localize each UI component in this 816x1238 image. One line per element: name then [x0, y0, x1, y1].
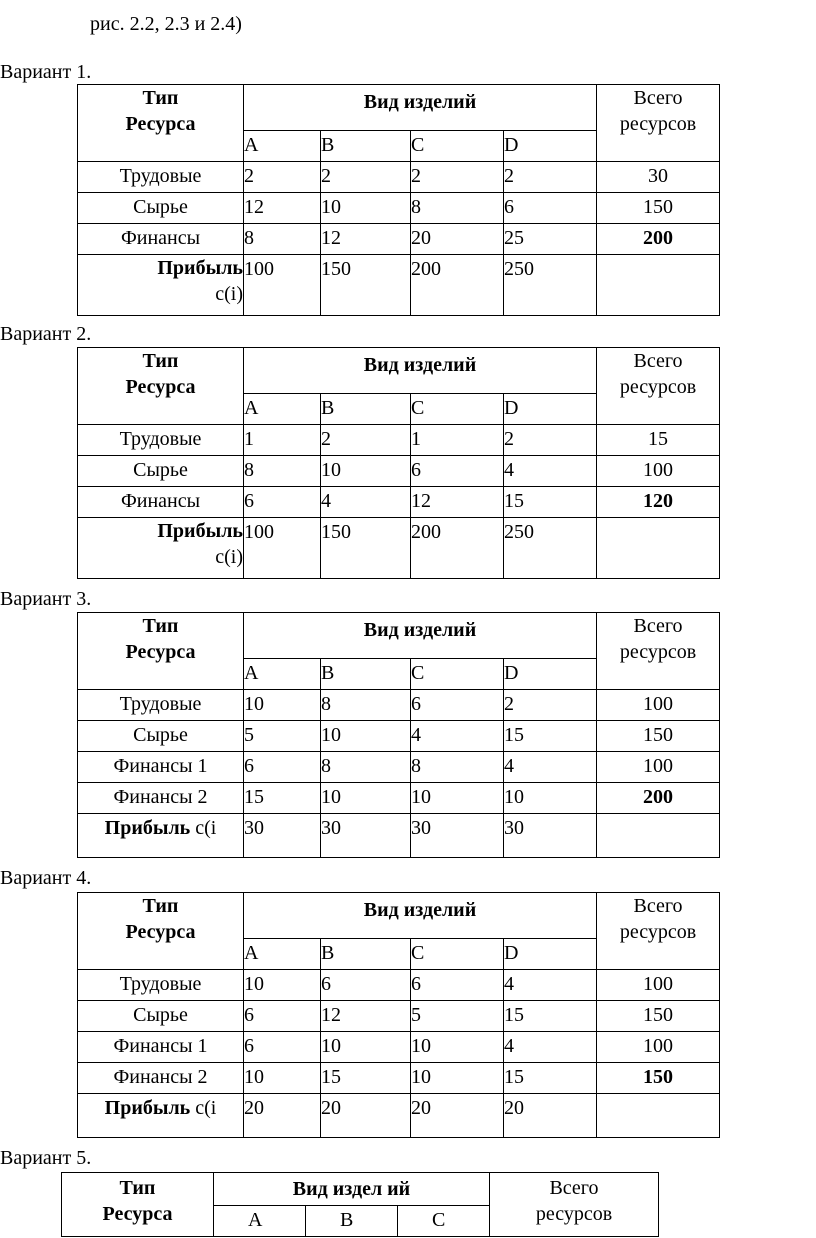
cell: 6: [411, 690, 504, 721]
cell: 4: [321, 487, 411, 518]
cell: 250: [504, 518, 597, 579]
cell: 10: [321, 721, 411, 752]
cell: 30: [411, 814, 504, 858]
table-row: [78, 1063, 720, 1094]
table-header-row: [62, 1173, 659, 1206]
type-header: Тип Ресурса: [78, 893, 244, 970]
row-name: Сырье: [78, 1001, 244, 1032]
letter-d: D: [504, 939, 597, 970]
letter-a: A: [244, 939, 321, 970]
row-name: Сырье: [78, 456, 244, 487]
type-header: Тип Ресурса: [78, 348, 244, 425]
table-header-row: [78, 893, 720, 939]
table-row: [78, 425, 720, 456]
row-name: Финансы 1: [78, 1032, 244, 1063]
row-name: Сырье: [78, 193, 244, 224]
table-row: [78, 1032, 720, 1063]
letter-b: B: [321, 659, 411, 690]
cell: 15: [244, 783, 321, 814]
table-row: [78, 1001, 720, 1032]
products-header: Вид изделий: [244, 85, 597, 131]
table-row: [78, 783, 720, 814]
cell: 8: [244, 456, 321, 487]
total-header: Всего ресурсов: [597, 893, 720, 970]
products-header: Вид изделий: [244, 613, 597, 659]
profit-row: [78, 255, 720, 316]
variant-3-title: Вариант 3.: [0, 588, 92, 610]
cell: 4: [504, 456, 597, 487]
letter-d: D: [504, 131, 597, 162]
table-row: [78, 690, 720, 721]
table-row: [78, 224, 720, 255]
products-header: Вид изделий: [244, 348, 597, 394]
table-row: [78, 487, 720, 518]
cell: 10: [244, 690, 321, 721]
empty-cell: [597, 255, 720, 316]
letter-c: C: [411, 659, 504, 690]
table-row: [78, 970, 720, 1001]
products-header: Вид издел ий: [214, 1173, 490, 1206]
letter-a: A: [214, 1206, 306, 1237]
total-cell: 200: [597, 783, 720, 814]
cell: 15: [504, 487, 597, 518]
cell: 8: [411, 752, 504, 783]
cell: 100: [244, 255, 321, 316]
cell: 8: [244, 224, 321, 255]
total-header: Всего ресурсов: [597, 613, 720, 690]
cell: 30: [321, 814, 411, 858]
cell: 10: [411, 783, 504, 814]
cell: 6: [244, 1032, 321, 1063]
type-header: Тип Ресурса: [62, 1173, 214, 1237]
profit-label: Прибыль c(i: [78, 814, 244, 858]
total-cell: 150: [597, 193, 720, 224]
cell: 8: [321, 690, 411, 721]
cell: 100: [244, 518, 321, 579]
letter-c: C: [411, 939, 504, 970]
table-row: [78, 193, 720, 224]
table-row: [78, 721, 720, 752]
cell: 2: [504, 162, 597, 193]
row-name: Финансы: [78, 487, 244, 518]
table-row: [78, 752, 720, 783]
letter-c: C: [411, 131, 504, 162]
cell: 2: [411, 162, 504, 193]
letter-b: B: [321, 939, 411, 970]
total-cell: 100: [597, 970, 720, 1001]
row-name: Трудовые: [78, 690, 244, 721]
cell: 10: [244, 970, 321, 1001]
cell: 200: [411, 255, 504, 316]
empty-cell: [597, 1094, 720, 1138]
total-cell: 30: [597, 162, 720, 193]
row-name: Трудовые: [78, 970, 244, 1001]
letter-a: A: [244, 659, 321, 690]
row-name: Трудовые: [78, 425, 244, 456]
cell: 15: [321, 1063, 411, 1094]
row-name: Финансы 1: [78, 752, 244, 783]
cell: 2: [504, 690, 597, 721]
cell: 4: [504, 752, 597, 783]
cell: 12: [321, 1001, 411, 1032]
variant-2-table: [77, 347, 720, 579]
type-header: Тип Ресурса: [78, 85, 244, 162]
cell: 20: [411, 1094, 504, 1138]
variant-5-table: [61, 1172, 659, 1237]
total-header: Всего ресурсов: [490, 1173, 659, 1237]
row-name: Финансы 2: [78, 783, 244, 814]
cell: 10: [321, 1032, 411, 1063]
total-cell: 150: [597, 721, 720, 752]
cell: 8: [321, 752, 411, 783]
profit-row: [78, 1094, 720, 1138]
cell: 5: [411, 1001, 504, 1032]
cell: 15: [504, 1001, 597, 1032]
profit-row: [78, 518, 720, 579]
letter-c: C: [398, 1206, 490, 1237]
cell: 10: [244, 1063, 321, 1094]
cell: 12: [321, 224, 411, 255]
cell: 6: [411, 456, 504, 487]
total-cell: 100: [597, 1032, 720, 1063]
variant-1-title: Вариант 1.: [0, 61, 92, 83]
cell: 10: [411, 1032, 504, 1063]
letter-c: C: [411, 394, 504, 425]
cell: 6: [321, 970, 411, 1001]
cell: 15: [504, 721, 597, 752]
cell: 10: [411, 1063, 504, 1094]
table-row: [78, 456, 720, 487]
cell: 6: [244, 752, 321, 783]
cell: 20: [411, 224, 504, 255]
variant-4-table: [77, 892, 720, 1138]
variant-4-title: Вариант 4.: [0, 867, 92, 889]
cell: 6: [504, 193, 597, 224]
table-header-row: [78, 613, 720, 659]
cell: 150: [321, 255, 411, 316]
cell: 20: [504, 1094, 597, 1138]
total-header: Всего ресурсов: [597, 85, 720, 162]
row-name: Сырье: [78, 721, 244, 752]
type-header: Тип Ресурса: [78, 613, 244, 690]
row-name: Финансы 2: [78, 1063, 244, 1094]
cell: 6: [244, 487, 321, 518]
profit-row: [78, 814, 720, 858]
cell: 2: [504, 425, 597, 456]
cell: 20: [321, 1094, 411, 1138]
cell: 1: [411, 425, 504, 456]
letter-b: B: [321, 131, 411, 162]
total-cell: 100: [597, 456, 720, 487]
cell: 2: [321, 425, 411, 456]
row-name: Трудовые: [78, 162, 244, 193]
empty-cell: [597, 814, 720, 858]
cell: 30: [504, 814, 597, 858]
variant-3-table: [77, 612, 720, 858]
profit-label: Прибыль c(i): [78, 518, 244, 579]
letter-a: A: [244, 394, 321, 425]
total-cell: 200: [597, 224, 720, 255]
cell: 4: [411, 721, 504, 752]
letter-b: B: [306, 1206, 398, 1237]
profit-label: Прибыль c(i): [78, 255, 244, 316]
profit-label: Прибыль c(i: [78, 1094, 244, 1138]
cell: 4: [504, 970, 597, 1001]
cell: 5: [244, 721, 321, 752]
total-cell: 100: [597, 752, 720, 783]
cell: 6: [411, 970, 504, 1001]
empty-cell: [597, 518, 720, 579]
cell: 30: [244, 814, 321, 858]
total-header: Всего ресурсов: [597, 348, 720, 425]
cell: 20: [244, 1094, 321, 1138]
cell: 10: [321, 783, 411, 814]
cell: 1: [244, 425, 321, 456]
letter-a: A: [244, 131, 321, 162]
total-cell: 150: [597, 1063, 720, 1094]
cell: 8: [411, 193, 504, 224]
row-name: Финансы: [78, 224, 244, 255]
cell: 250: [504, 255, 597, 316]
variant-2-title: Вариант 2.: [0, 323, 92, 345]
cell: 150: [321, 518, 411, 579]
cell: 200: [411, 518, 504, 579]
total-cell: 15: [597, 425, 720, 456]
cell: 6: [244, 1001, 321, 1032]
variant-1-table: [77, 84, 720, 316]
table-header-row: [78, 85, 720, 131]
cell: 4: [504, 1032, 597, 1063]
top-line: рис. 2.2, 2.3 и 2.4): [90, 13, 242, 35]
letter-d: D: [504, 659, 597, 690]
table-header-row: [78, 348, 720, 394]
total-cell: 100: [597, 690, 720, 721]
cell: 12: [411, 487, 504, 518]
cell: 15: [504, 1063, 597, 1094]
cell: 2: [244, 162, 321, 193]
cell: 10: [321, 193, 411, 224]
letter-d: D: [504, 394, 597, 425]
table-row: [78, 162, 720, 193]
cell: 25: [504, 224, 597, 255]
products-header: Вид изделий: [244, 893, 597, 939]
letter-b: B: [321, 394, 411, 425]
variant-5-title: Вариант 5.: [0, 1147, 92, 1169]
cell: 2: [321, 162, 411, 193]
cell: 10: [321, 456, 411, 487]
total-cell: 120: [597, 487, 720, 518]
cell: 12: [244, 193, 321, 224]
cell: 10: [504, 783, 597, 814]
total-cell: 150: [597, 1001, 720, 1032]
